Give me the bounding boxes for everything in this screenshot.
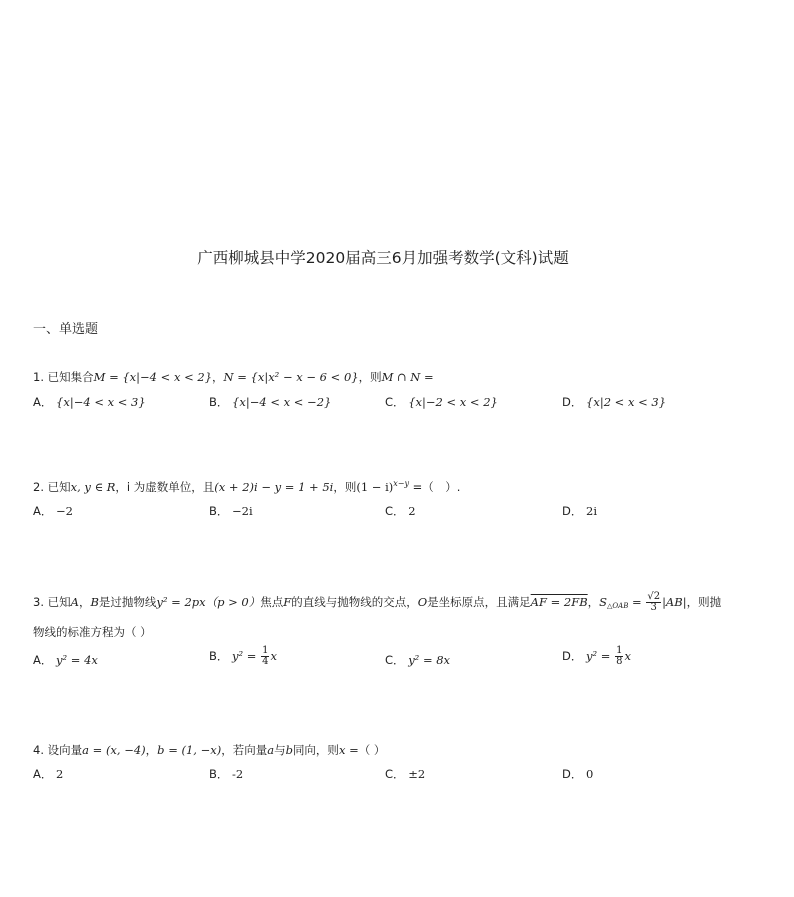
section-heading: 一、单选题 [33,322,99,337]
question-3-option-a: A． y² = 4x [33,653,98,667]
question-2-option-c: C． 2 [385,504,416,518]
fraction-sqrt2-over-3: $\frac{√2}{3}$ [647,591,661,613]
question-2-stem: 2. 已知x, y ∈ R，i 为虚数单位，且(x + 2)i − y = 1 + 5i，则$(1 - i)^{x-y}$ =（ ）. [33,479,461,494]
question-3-stem-line2: 物线的标准方程为（ ） [33,625,152,639]
question-1-option-d: D． {x|2 < x < 3} [562,395,667,409]
question-4-option-b: B． -2 [209,767,244,781]
question-4-stem: 4. 设向量a = (x, −4)，b = (1, −x)，若向量a与b同向，则x =（ ） [33,743,386,757]
question-1-stem: 1. 已知集合M = {x|−4 < x < 2}，N = {x|x² − x − 6 < 0}，则M ∩ N = [33,370,434,384]
question-3-option-c: C． y² = 8x [385,653,451,667]
question-1-option-b: B． {x|−4 < x < −2} [209,395,332,409]
question-4-option-c: C． ±2 [385,767,426,781]
question-2-option-a: A． −2 [33,504,73,518]
question-1-option-c: C． {x|−2 < x < 2} [385,395,498,409]
question-3-option-b: B． y² = $\frac{1}{4}$ x [209,645,277,667]
question-2-option-d: D． 2i [562,504,598,518]
question-3-option-d: D． y² = $\frac{1}{8}$ x [562,645,631,667]
question-2-option-b: B． −2i [209,504,253,518]
page-title: 广西柳城县中学2020届高三6月加强考数学(文科)试题 [197,249,569,267]
question-1-option-a: A． {x|−4 < x < 3} [33,395,146,409]
question-4-option-d: D． 0 [562,767,594,781]
question-3-stem-line1: 3. 已知A，B是过抛物线y² = 2px（p > 0）焦点F的直线与抛物线的交点，O是坐标原点，且满足AF = 2FB，$S_{\triangle OAB}$ = $\frac{√2}{3}$ |AB|，则抛 [33,591,722,613]
question-4-option-a: A． 2 [33,767,64,781]
